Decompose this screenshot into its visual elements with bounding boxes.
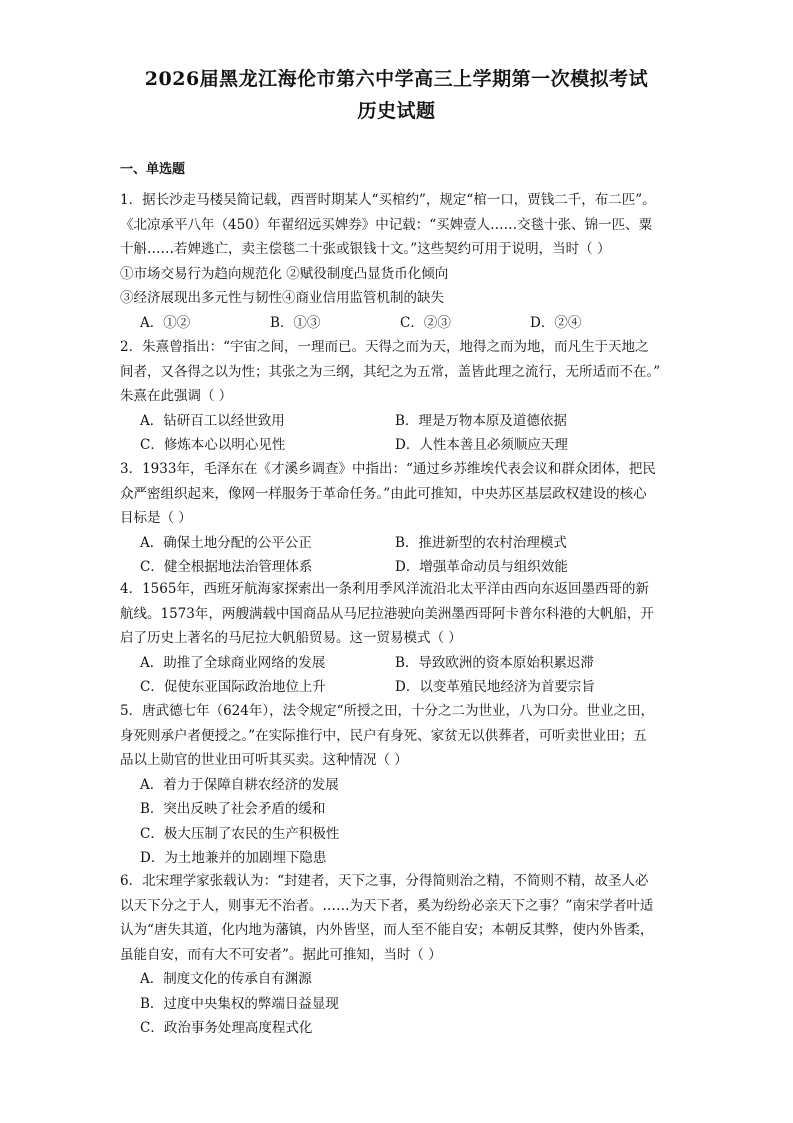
- option-d[interactable]: D．以变革殖民地经济为首要宗旨: [395, 679, 595, 695]
- option-c[interactable]: C．政治事务处理高度程式化: [140, 1020, 313, 1036]
- question-text-line: 以天下分之于人，则事无不治者。……为天下者，奚为纷纷必亲天下之事？”南宋学者叶适: [120, 897, 654, 914]
- section-heading: 一、单选题: [120, 162, 186, 177]
- option-d[interactable]: D．增强革命动员与组织效能: [395, 559, 568, 575]
- question-text-line: 目标是（ ）: [120, 510, 192, 526]
- option-a[interactable]: A．确保土地分配的公平公正: [140, 534, 312, 551]
- question-text-line: 品以上勋官的世业田可听其买卖。这种情况（ ）: [120, 752, 408, 768]
- options-row: [120, 651, 670, 676]
- question-text-line: 航线。1573年，两艘满载中国商品从马尼拉港驶向美洲墨西哥阿卡普尔科港的大帆船，开: [120, 605, 654, 622]
- options-row: [120, 555, 670, 580]
- option-b[interactable]: B．①③: [270, 314, 321, 331]
- question-text-line: ①市场交易行为趋向规范化 ②赋役制度凸显货币化倾向: [120, 265, 449, 282]
- option-c[interactable]: C．健全根据地法治管理体系: [140, 559, 313, 575]
- option-b[interactable]: B．推进新型的农村治理模式: [395, 534, 567, 551]
- option-a[interactable]: A．钻研百工以经世致用: [140, 412, 285, 429]
- options-row: [120, 409, 670, 434]
- options-row: [120, 531, 670, 556]
- option-a[interactable]: A．①②: [140, 314, 191, 331]
- question-text-line: 身死则承户者便授之。”在实际推行中，民户有身死、家贫无以供葬者，可听卖世业田；五: [120, 727, 647, 744]
- question-4: [120, 577, 670, 700]
- question-5: [120, 699, 670, 871]
- question-text-line: 认为“唐失其道，化内地为藩镇，内外皆坚，而人至不能自安；本朝反其弊，使内外皆柔，: [120, 922, 654, 938]
- question-1: [120, 188, 670, 335]
- question-text-line: 众严密组织起来，像网一样服务于革命任务。”由此可推知，中央苏区基层政权建设的核心: [120, 485, 647, 502]
- question-text-line: 4．1565年，西班牙航海家探索出一条利用季风洋流沿北太平洋由西向东返回墨西哥的新: [120, 581, 649, 597]
- question-6: [120, 869, 670, 1041]
- options-row: [120, 311, 670, 336]
- option-c[interactable]: C．修炼本心以明心见性: [140, 437, 286, 453]
- question-text-line: 3．1933年，毛泽东在《才溪乡调查》中指出：“通过乡苏维埃代表会议和群众团体，把民: [120, 461, 656, 477]
- option-c[interactable]: C．②③: [400, 314, 451, 331]
- question-text-line: 《北凉承平八年（450）年翟绍远买婢券》中记载：“买婢壹人……交毯十张、锦一匹、粟: [120, 216, 653, 233]
- question-text-line: 启了历史上著名的马尼拉大帆船贸易。这一贸易模式（ ）: [120, 630, 462, 646]
- exam-title: 2026届黑龙江海伦市第六中学高三上学期第一次模拟考试: [144, 68, 649, 90]
- option-b[interactable]: B．理是万物本原及道德依据: [395, 412, 567, 429]
- option-d[interactable]: D．为土地兼并的加剧埋下隐患: [140, 850, 327, 866]
- option-d[interactable]: D．人性本善且必须顺应天理: [395, 437, 568, 453]
- option-b[interactable]: B．突出反映了社会矛盾的缓和: [140, 801, 326, 817]
- question-text-line: 2．朱熹曾指出：“宇宙之间，一理而已。天得之而为天，地得之而为地，而凡生于天地之: [120, 339, 649, 355]
- option-a[interactable]: A．着力于保障自耕农经济的发展: [140, 776, 339, 793]
- question-text-line: 6．北宋理学家张载认为：“封建者，天下之事，分得简则治之精，不简则不精，故圣人必: [120, 873, 649, 889]
- option-a[interactable]: A．制度文化的传承自有渊源: [140, 971, 312, 987]
- question-text-line: ③经济展现出多元性与韧性④商业信用监管机制的缺失: [120, 290, 444, 306]
- question-text-line: 5．唐武德七年（624年），法令规定“所授之田，十分之二为世业，八为口分。世业之田，: [120, 703, 655, 719]
- question-text-line: 十斛……若婢逃亡，卖主偿毯二十张或银钱十文。”这些契约可用于说明，当时（ ）: [120, 241, 611, 257]
- options-row: [120, 675, 670, 700]
- option-c[interactable]: C．极大压制了农民的生产积极性: [140, 825, 340, 842]
- question-text-line: 虽能自安，而有大不可安者”。据此可推知，当时（ ）: [120, 946, 442, 963]
- option-c[interactable]: C．促使东亚国际政治地位上升: [140, 679, 326, 695]
- exam-subtitle: 历史试题: [357, 100, 436, 122]
- option-d[interactable]: D．②④: [530, 314, 582, 331]
- question-text-line: 1．据长沙走马楼吴简记载，西晋时期某人“买棺约”，规定“棺一口，贾钱二千，布二匹”。: [120, 192, 656, 208]
- question-text-line: 朱熹在此强调（ ）: [120, 388, 233, 404]
- option-b[interactable]: B．过度中央集权的弊端日益显现: [140, 995, 339, 1012]
- question-2: [120, 335, 670, 458]
- options-row: [120, 433, 670, 458]
- question-3: [120, 457, 670, 580]
- option-b[interactable]: B．导致欧洲的资本原始积累迟滞: [395, 654, 594, 671]
- question-text-line: 间者，又各得之以为性；其张之为三纲，其纪之为五常，盖皆此理之流行，无所适而不在。”: [120, 363, 661, 380]
- option-a[interactable]: A．助推了全球商业网络的发展: [140, 654, 326, 671]
